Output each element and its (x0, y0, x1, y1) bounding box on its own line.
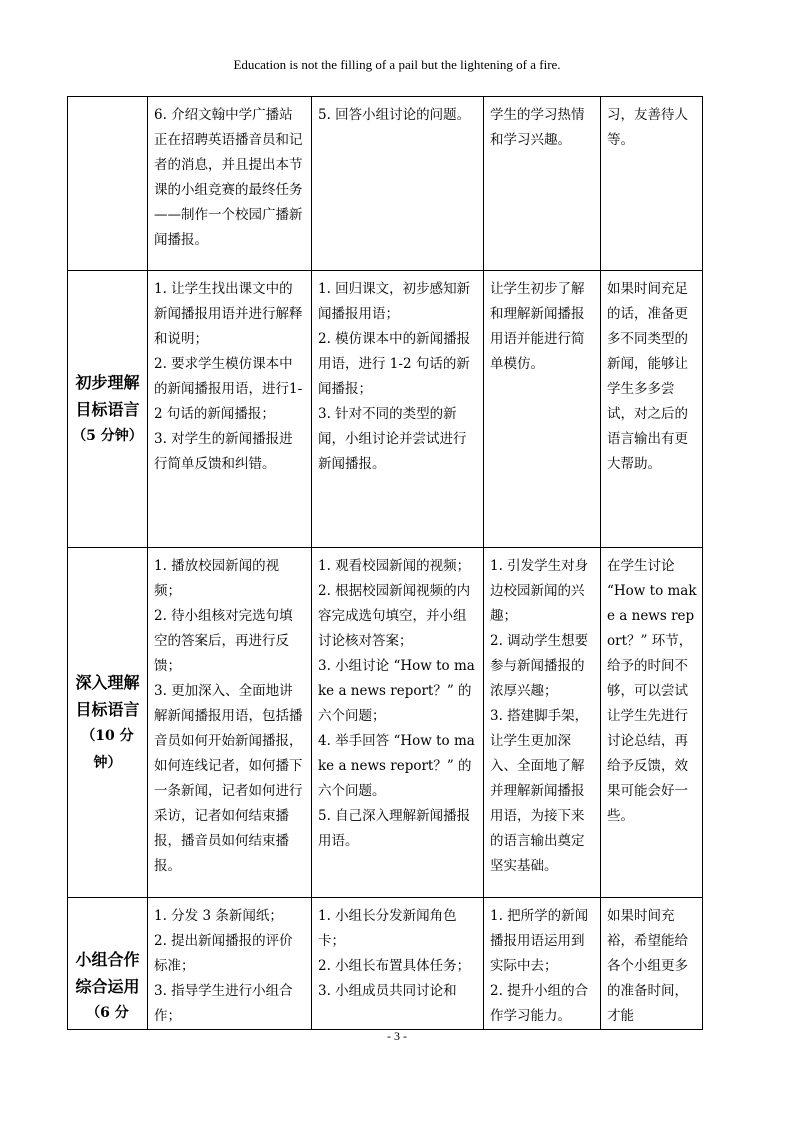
design-intent-cell (484, 271, 601, 548)
stage-cell (68, 898, 148, 1030)
reflection-cell (601, 548, 703, 898)
teacher-activity-cell (148, 97, 312, 271)
student-activity-cell (312, 898, 484, 1030)
cell-text: 3. 对学生的新闻播报进行简单反馈和纠错。 (154, 431, 293, 472)
stage-cell (68, 271, 148, 548)
cell-text: 1. 分发 3 条新闻纸； (154, 908, 283, 924)
page-header-quote: Education is not the filling of a pail but the lightening of a fire. (233, 57, 561, 72)
design-intent-cell (484, 898, 601, 1030)
cell-text: 6. 介绍文翰中学广播站正在招聘英语播音员和记者的消息，并且提出本节课的小组竞赛的最终任务——制作一个校园广播新闻播报。 (154, 107, 303, 248)
cell-text: 2. 待小组核对完选句填空的答案后，再进行反馈； (154, 608, 293, 674)
cell-text: 3. 针对不同的类型的新闻，小组讨论并尝试进行新闻播报。 (318, 406, 467, 472)
cell-text: 在学生讨论 “How to make a news report？” 环节，给予的时间不够，可以尝试让学生先进行讨论总结，再给予反馈，效果可能会好一些。 (607, 558, 697, 824)
stage-title: 小组合作综合运用 (75, 950, 140, 996)
cell-text: 3. 更加深入、全面地讲解新闻播报用语，包括播音员如何开始新闻播报，如何连线记者，如何播下一条新闻，记者如何进行采访，记者如何结束播报，播音员如何结束播报。 (154, 683, 303, 874)
stage-time: （10 分钟） (81, 727, 134, 771)
cell-text: 4. 举手回答 “How to make a news report？” 的六个问题。 (318, 733, 475, 799)
reflection-cell (601, 898, 703, 1030)
cell-text: 让学生初步了解和理解新闻播报用语并能进行简单模仿。 (490, 281, 585, 372)
student-activity-cell (312, 97, 484, 271)
cell-text: 学生的学习热情和学习兴趣。 (490, 107, 585, 148)
cell-text: 2. 根据校园新闻视频的内容完成选句填空，并小组讨论核对答案； (318, 583, 471, 649)
student-activity-cell (312, 548, 484, 898)
design-intent-cell (484, 97, 601, 271)
cell-text: 1. 引发学生对身边校园新闻的兴趣； (490, 558, 589, 624)
table-row (68, 898, 703, 1030)
cell-text: 2. 模仿课本中的新闻播报用语，进行 1-2 句话的新闻播报； (318, 331, 471, 397)
cell-text: 如果时间充裕，希望能给各个小组更多的准备时间，才能 (607, 908, 688, 1024)
cell-text: 3. 小组讨论 “How to make a news report？” 的六个问题； (318, 658, 475, 724)
cell-text: 2. 调动学生想要参与新闻播报的浓厚兴趣； (490, 633, 589, 699)
reflection-cell (601, 97, 703, 271)
stage-cell (68, 97, 148, 271)
cell-text: 1. 播放校园新闻的视频； (154, 558, 280, 599)
stage-title: 初步理解目标语言 (75, 372, 140, 419)
design-intent-cell (484, 548, 601, 898)
cell-text: 2. 提升小组的合作学习能力。 (490, 983, 589, 1024)
cell-text: 2. 要求学生模仿课本中的新闻播报用语，进行1-2 句话的新闻播报； (154, 356, 303, 422)
teacher-activity-cell (148, 898, 312, 1030)
stage-time: （5 分钟） (72, 427, 143, 444)
cell-text: 1. 观看校园新闻的视频； (318, 558, 471, 574)
stage-time: （6 分 (86, 1005, 129, 1021)
cell-text: 5. 自己深入理解新闻播报用语。 (318, 808, 471, 849)
reflection-cell (601, 271, 703, 548)
cell-text: 3. 指导学生进行小组合作； (154, 983, 293, 1024)
stage-cell (68, 548, 148, 898)
page-number: - 3 - (387, 1029, 407, 1043)
table-row (68, 271, 703, 548)
cell-text: 5. 回答小组讨论的问题。 (318, 107, 471, 123)
teacher-activity-cell (148, 271, 312, 548)
cell-text: 1. 小组长分发新闻角色卡； (318, 908, 457, 949)
lesson-plan-table (67, 96, 703, 1030)
student-activity-cell (312, 271, 484, 548)
table-row (68, 97, 703, 271)
teacher-activity-cell (148, 548, 312, 898)
stage-title: 深入理解目标语言 (75, 672, 140, 719)
cell-text: 1. 回归课文，初步感知新闻播报用语； (318, 281, 471, 322)
cell-text: 2. 小组长布置具体任务； (318, 958, 471, 974)
cell-text: 2. 提出新闻播报的评价标准； (154, 933, 293, 974)
cell-text: 1. 把所学的新闻播报用语运用到实际中去； (490, 908, 589, 974)
table-row (68, 548, 703, 898)
cell-text: 1. 让学生找出课文中的新闻播报用语并进行解释和说明； (154, 281, 303, 347)
cell-text: 3. 搭建脚手架，让学生更加深入、全面地了解并理解新闻播报用语，为接下来的语言输出奠定坚实基础。 (490, 708, 589, 874)
cell-text: 3. 小组成员共同讨论和 (318, 983, 457, 999)
cell-text: 如果时间充足的话，准备更多不同类型的新闻，能够让学生多多尝试，对之后的语言输出有更大帮助。 (607, 281, 688, 472)
cell-text: 习，友善待人等。 (607, 107, 688, 148)
